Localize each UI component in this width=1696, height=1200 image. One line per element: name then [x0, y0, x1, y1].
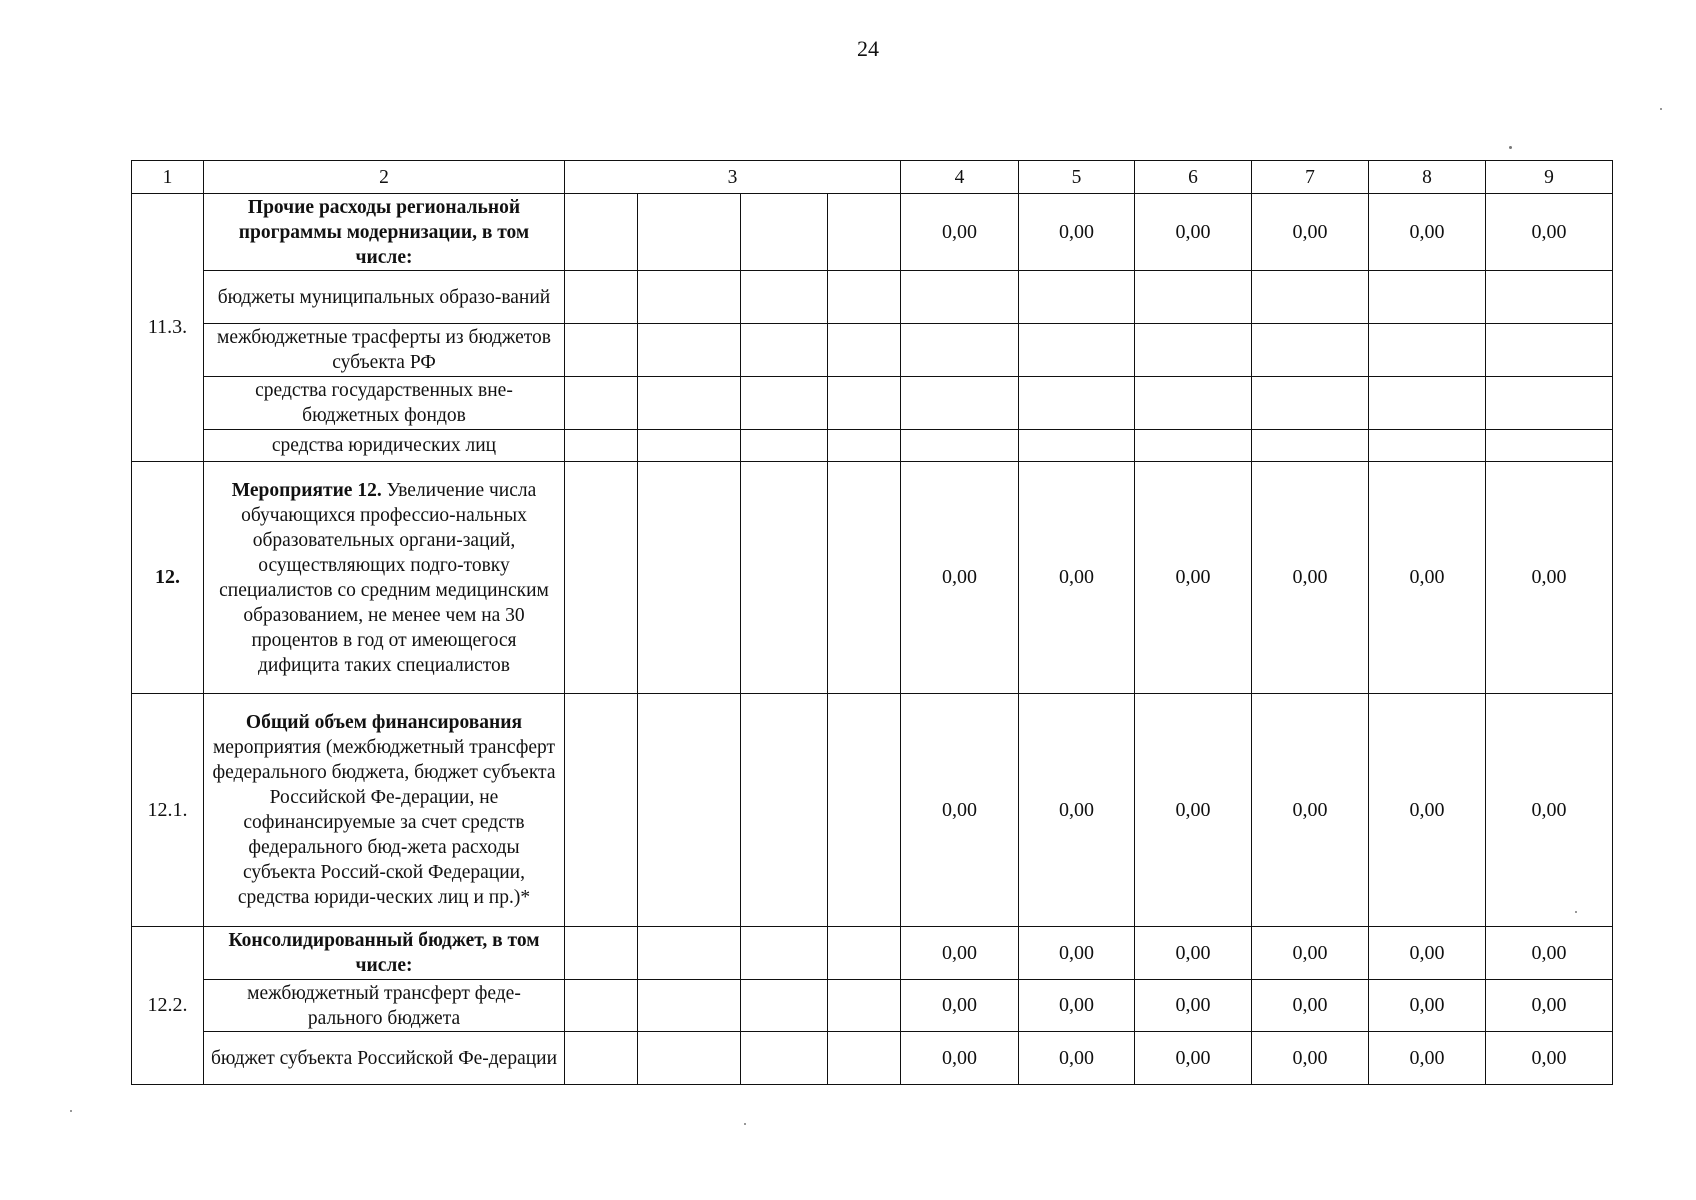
value-cell: 0,00: [1252, 980, 1369, 1032]
table-row: [132, 377, 1613, 430]
empty-cell: [638, 927, 741, 980]
empty-cell: [901, 430, 1019, 462]
empty-cell: [1019, 377, 1135, 430]
value-cell: 0,00: [1369, 462, 1486, 694]
empty-cell: [565, 430, 638, 462]
row-number: 12.: [132, 462, 204, 694]
empty-cell: [1486, 377, 1613, 430]
value-cell: 0,00: [1135, 462, 1252, 694]
table-row: [132, 980, 1613, 1032]
empty-cell: [638, 194, 741, 271]
empty-cell: [638, 377, 741, 430]
budget-table: [131, 160, 1613, 1085]
value-cell: 0,00: [1369, 980, 1486, 1032]
empty-cell: [1252, 324, 1369, 377]
value-cell: 0,00: [901, 927, 1019, 980]
empty-cell: [565, 980, 638, 1032]
empty-cell: [565, 462, 638, 694]
table-row: [132, 194, 1613, 271]
value-cell: 0,00: [1135, 980, 1252, 1032]
empty-cell: [1135, 271, 1252, 324]
table-row: [132, 1032, 1613, 1085]
value-cell: 0,00: [1252, 694, 1369, 927]
empty-cell: [565, 271, 638, 324]
empty-cell: [565, 194, 638, 271]
row-label: [204, 694, 565, 927]
table-row: [132, 927, 1613, 980]
empty-cell: [828, 694, 901, 927]
value-cell: 0,00: [1486, 462, 1613, 694]
empty-cell: [1135, 377, 1252, 430]
value-cell: 0,00: [1019, 194, 1135, 271]
value-cell: 0,00: [1486, 1032, 1613, 1085]
value-cell: 0,00: [1252, 927, 1369, 980]
value-cell: 0,00: [1019, 1032, 1135, 1085]
header-cell: 5: [1019, 161, 1135, 194]
header-cell: 2: [204, 161, 565, 194]
empty-cell: [741, 980, 828, 1032]
table-row: [132, 430, 1613, 462]
row-label: средства юридических лиц: [204, 430, 565, 462]
page-number: 24: [857, 36, 879, 61]
empty-cell: [638, 694, 741, 927]
row-label-text: мероприятия (межбюджетный трансферт федерального бюджета, бюджет субъекта Российской Фе-дерации, не софинансируемые за счет средств федерального бюд-жета расходы субъекта Россий-ской Федерации, средства юриди-ческих лиц и пр.)*: [212, 737, 556, 908]
empty-cell: [1486, 430, 1613, 462]
value-cell: 0,00: [1135, 194, 1252, 271]
value-cell: 0,00: [1369, 927, 1486, 980]
header-cell: 8: [1369, 161, 1486, 194]
value-cell: 0,00: [1252, 194, 1369, 271]
row-label-bold: Мероприятие 12.: [231, 479, 382, 501]
header-cell: 3: [565, 161, 901, 194]
empty-cell: [565, 324, 638, 377]
scan-speck: [744, 1123, 746, 1125]
scan-speck: [70, 1110, 72, 1112]
value-cell: 0,00: [1369, 1032, 1486, 1085]
empty-cell: [1486, 324, 1613, 377]
scan-speck: [1575, 911, 1577, 913]
value-cell: 0,00: [1369, 694, 1486, 927]
empty-cell: [1486, 271, 1613, 324]
row-number: 12.1.: [132, 694, 204, 927]
empty-cell: [828, 462, 901, 694]
row-label-bold: Общий объем финансирования: [245, 712, 523, 733]
empty-cell: [741, 377, 828, 430]
empty-cell: [741, 694, 828, 927]
header-row: [132, 161, 1613, 194]
value-cell: 0,00: [1369, 194, 1486, 271]
empty-cell: [565, 927, 638, 980]
value-cell: 0,00: [901, 694, 1019, 927]
row-label-text: Увеличение числа обучающихся профессио-нальных образовательных органи-заций, осуществляющих подго-товку специалистов со средним медицинским образованием, не менее чем на 30 процентов в год от имеющегося дифицита таких специалистов: [219, 479, 549, 676]
empty-cell: [638, 462, 741, 694]
value-cell: 0,00: [1019, 694, 1135, 927]
row-number: 12.2.: [132, 927, 204, 1085]
table-row: [132, 462, 1613, 694]
empty-cell: [638, 324, 741, 377]
table-row: [132, 324, 1613, 377]
value-cell: 0,00: [1135, 927, 1252, 980]
empty-cell: [828, 1032, 901, 1085]
empty-cell: [901, 377, 1019, 430]
value-cell: 0,00: [1252, 462, 1369, 694]
empty-cell: [638, 430, 741, 462]
empty-cell: [1135, 324, 1252, 377]
row-label: межбюджетный трансферт феде-рального бюджета: [204, 980, 565, 1032]
row-label: [204, 462, 565, 694]
empty-cell: [741, 1032, 828, 1085]
value-cell: 0,00: [1486, 927, 1613, 980]
table-row: [132, 271, 1613, 324]
row-label: межбюджетные трасферты из бюджетов субъекта РФ: [204, 324, 565, 377]
empty-cell: [565, 1032, 638, 1085]
empty-cell: [828, 271, 901, 324]
value-cell: 0,00: [1135, 1032, 1252, 1085]
empty-cell: [828, 324, 901, 377]
header-cell: 1: [132, 161, 204, 194]
empty-cell: [901, 271, 1019, 324]
scan-speck: [1660, 108, 1662, 110]
row-number: 11.3.: [132, 194, 204, 462]
empty-cell: [565, 694, 638, 927]
table-row: [132, 694, 1613, 927]
value-cell: 0,00: [901, 462, 1019, 694]
row-label: Прочие расходы региональной программы модернизации, в том числе:: [204, 194, 565, 271]
value-cell: 0,00: [1135, 694, 1252, 927]
empty-cell: [1019, 271, 1135, 324]
empty-cell: [1369, 377, 1486, 430]
empty-cell: [741, 271, 828, 324]
empty-cell: [1369, 430, 1486, 462]
empty-cell: [638, 271, 741, 324]
value-cell: 0,00: [1019, 462, 1135, 694]
value-cell: 0,00: [901, 980, 1019, 1032]
row-label: средства государственных вне-бюджетных фондов: [204, 377, 565, 430]
header-cell: 7: [1252, 161, 1369, 194]
value-cell: 0,00: [1252, 1032, 1369, 1085]
header-cell: 6: [1135, 161, 1252, 194]
empty-cell: [741, 430, 828, 462]
empty-cell: [1369, 324, 1486, 377]
empty-cell: [828, 194, 901, 271]
empty-cell: [828, 430, 901, 462]
header-cell: 9: [1486, 161, 1613, 194]
value-cell: 0,00: [1486, 980, 1613, 1032]
scan-speck: [1509, 146, 1512, 149]
empty-cell: [1019, 324, 1135, 377]
value-cell: 0,00: [1486, 194, 1613, 271]
value-cell: 0,00: [1486, 694, 1613, 927]
empty-cell: [1252, 377, 1369, 430]
empty-cell: [1252, 271, 1369, 324]
value-cell: 0,00: [1019, 927, 1135, 980]
empty-cell: [741, 194, 828, 271]
header-cell: 4: [901, 161, 1019, 194]
empty-cell: [1019, 430, 1135, 462]
empty-cell: [828, 980, 901, 1032]
empty-cell: [901, 324, 1019, 377]
value-cell: 0,00: [1019, 980, 1135, 1032]
empty-cell: [1369, 271, 1486, 324]
empty-cell: [741, 324, 828, 377]
empty-cell: [741, 927, 828, 980]
empty-cell: [828, 377, 901, 430]
empty-cell: [741, 462, 828, 694]
empty-cell: [1135, 430, 1252, 462]
empty-cell: [1252, 430, 1369, 462]
row-label: Консолидированный бюджет, в том числе:: [204, 927, 565, 980]
row-label: бюджеты муниципальных образо-ваний: [204, 271, 565, 324]
row-label: бюджет субъекта Российской Фе-дерации: [204, 1032, 565, 1085]
empty-cell: [638, 980, 741, 1032]
value-cell: 0,00: [901, 1032, 1019, 1085]
empty-cell: [828, 927, 901, 980]
empty-cell: [638, 1032, 741, 1085]
value-cell: 0,00: [901, 194, 1019, 271]
empty-cell: [565, 377, 638, 430]
